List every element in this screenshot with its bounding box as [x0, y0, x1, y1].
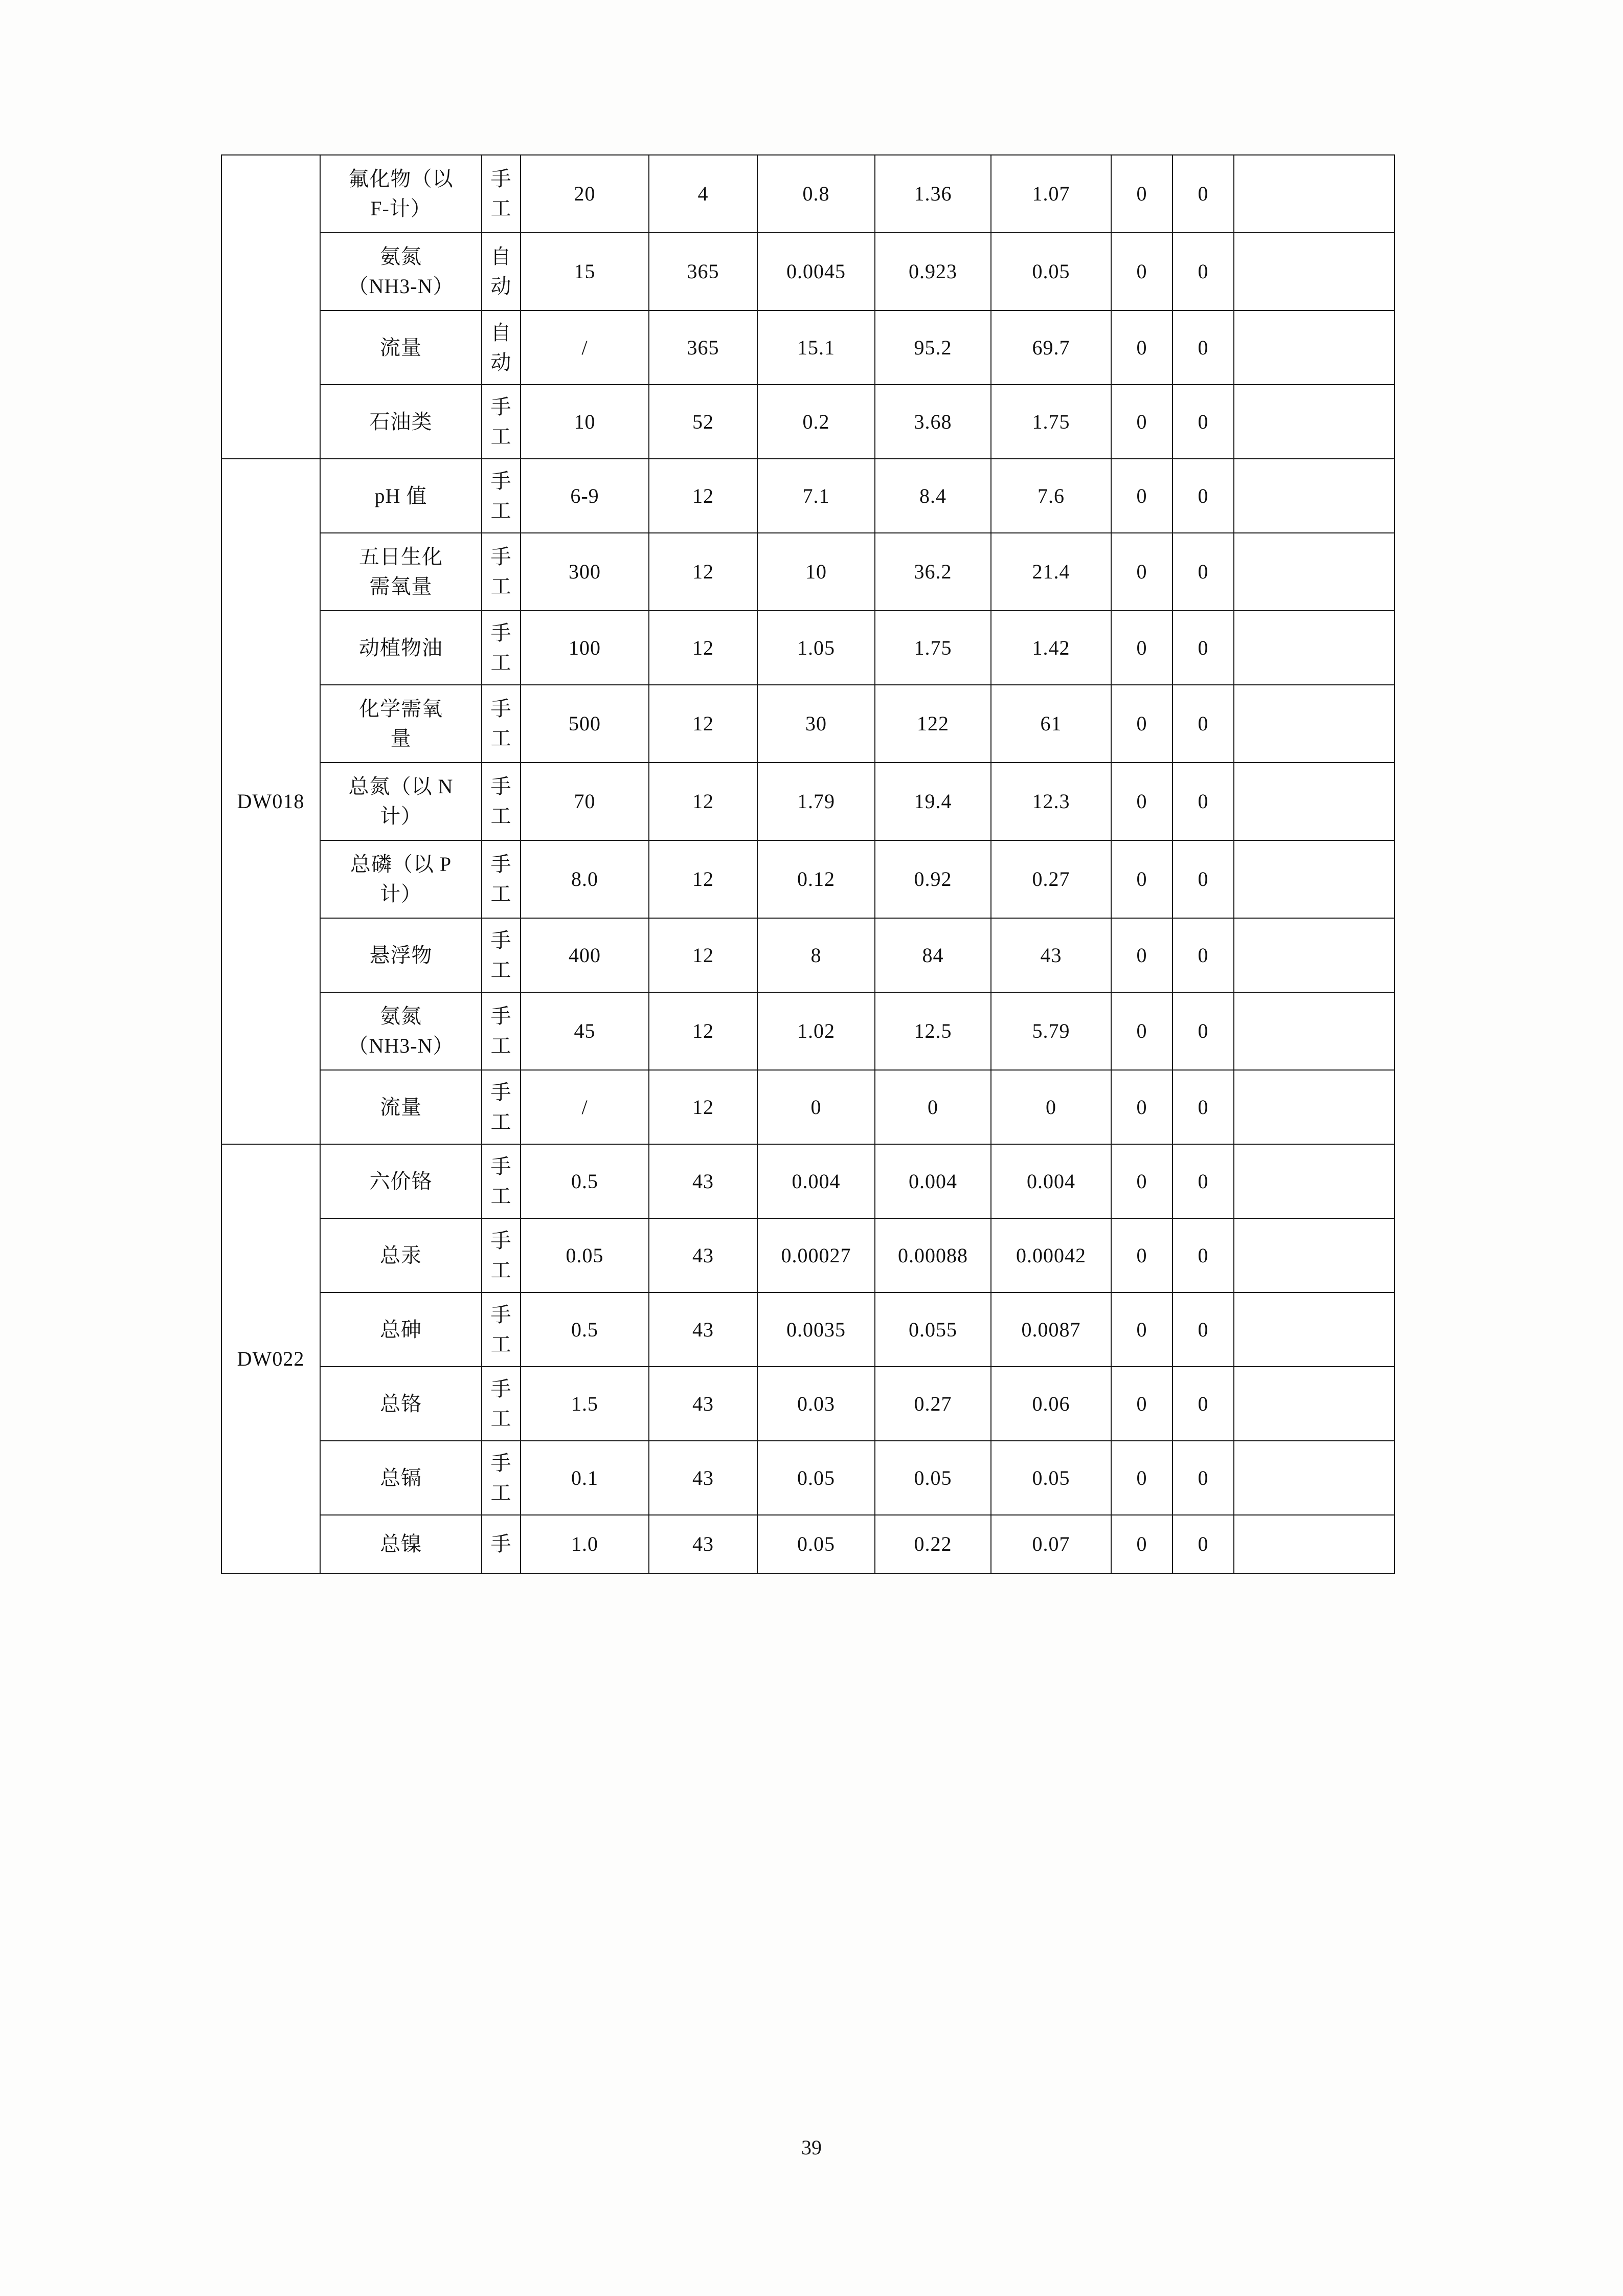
measurement-method-char: 工	[490, 882, 512, 905]
min-value-cell: 8	[757, 918, 875, 992]
measurement-method-char: 手	[490, 1303, 512, 1326]
monitoring-frequency-cell: 12	[649, 763, 757, 840]
max-value-cell: 8.4	[875, 459, 991, 533]
measurement-method-cell	[482, 840, 521, 918]
min-value-cell: 0.0045	[757, 233, 875, 310]
pollutant-name-cell	[320, 611, 482, 685]
exceedance-rate-cell: 0	[1173, 1441, 1234, 1515]
min-value-cell: 30	[757, 685, 875, 763]
min-value-cell: 0.8	[757, 155, 875, 233]
table-row	[221, 459, 1394, 533]
exceedance-rate-cell: 0	[1173, 611, 1234, 685]
measurement-method-char: 工	[490, 1110, 512, 1133]
exceedance-rate-cell: 0	[1173, 155, 1234, 233]
pollutant-name-line: 流量	[380, 336, 422, 359]
standard-limit-cell: 0.1	[521, 1441, 649, 1515]
measurement-method-cell	[482, 992, 521, 1070]
pollutant-name-cell	[320, 459, 482, 533]
measurement-method-cell	[482, 1144, 521, 1218]
monitoring-frequency-cell: 12	[649, 611, 757, 685]
standard-limit-cell: 8.0	[521, 840, 649, 918]
pollutant-name-cell	[320, 763, 482, 840]
exceedance-rate-cell: 0	[1173, 310, 1234, 385]
average-value-cell: 21.4	[991, 533, 1111, 611]
max-value-cell: 0.004	[875, 1144, 991, 1218]
table-row	[221, 992, 1394, 1070]
exceedance-count-cell: 0	[1111, 611, 1173, 685]
measurement-method-cell	[482, 310, 521, 385]
remarks-cell	[1234, 1070, 1394, 1144]
measurement-method-char: 工	[490, 958, 512, 982]
exceedance-count-cell: 0	[1111, 1441, 1173, 1515]
table-row	[221, 1367, 1394, 1441]
min-value-cell: 1.05	[757, 611, 875, 685]
pollutant-name-line: 氟化物（以	[348, 167, 454, 190]
remarks-cell	[1234, 1292, 1394, 1367]
standard-limit-cell: /	[521, 1070, 649, 1144]
standard-limit-cell: 100	[521, 611, 649, 685]
standard-limit-cell: 500	[521, 685, 649, 763]
exceedance-count-cell: 0	[1111, 459, 1173, 533]
max-value-cell: 1.36	[875, 155, 991, 233]
pollutant-name-line: 计）	[380, 805, 422, 828]
measurement-method-char: 动	[490, 350, 512, 374]
measurement-method-char: 工	[490, 425, 512, 448]
measurement-method-cell	[482, 1515, 521, 1573]
table-row	[221, 233, 1394, 310]
pollutant-name-line: 计）	[380, 882, 422, 905]
measurement-method-char: 动	[490, 275, 512, 298]
measurement-method-char: 手	[490, 1229, 512, 1252]
min-value-cell: 1.02	[757, 992, 875, 1070]
pollutant-name-line: 总磷（以 P	[350, 853, 452, 876]
standard-limit-cell: 300	[521, 533, 649, 611]
site-code-cell: DW022	[221, 1144, 320, 1573]
standard-limit-cell: 6-9	[521, 459, 649, 533]
measurement-method-char: 手	[490, 167, 512, 190]
average-value-cell: 1.07	[991, 155, 1111, 233]
table-row	[221, 918, 1394, 992]
min-value-cell: 0.00027	[757, 1218, 875, 1292]
table-row	[221, 1070, 1394, 1144]
exceedance-rate-cell: 0	[1173, 1218, 1234, 1292]
exceedance-count-cell: 0	[1111, 1218, 1173, 1292]
monitoring-frequency-cell: 12	[649, 1070, 757, 1144]
pollutant-name-cell	[320, 155, 482, 233]
remarks-cell	[1234, 310, 1394, 385]
measurement-method-char: 工	[490, 197, 512, 220]
remarks-cell	[1234, 685, 1394, 763]
pollutant-name-line: 悬浮物	[369, 943, 433, 967]
standard-limit-cell: 400	[521, 918, 649, 992]
max-value-cell: 36.2	[875, 533, 991, 611]
measurement-method-cell	[482, 685, 521, 763]
exceedance-rate-cell: 0	[1173, 840, 1234, 918]
monitoring-frequency-cell: 12	[649, 459, 757, 533]
monitoring-frequency-cell: 52	[649, 385, 757, 459]
measurement-method-char: 自	[490, 245, 512, 268]
measurement-method-char: 工	[490, 499, 512, 522]
monitoring-data-table	[221, 154, 1395, 1574]
max-value-cell: 0.055	[875, 1292, 991, 1367]
exceedance-rate-cell: 0	[1173, 1144, 1234, 1218]
remarks-cell	[1234, 840, 1394, 918]
table-row	[221, 1218, 1394, 1292]
measurement-method-char: 工	[490, 1332, 512, 1356]
exceedance-count-cell: 0	[1111, 1367, 1173, 1441]
exceedance-count-cell: 0	[1111, 1515, 1173, 1573]
average-value-cell: 1.75	[991, 385, 1111, 459]
pollutant-name-line: 需氧量	[369, 575, 433, 598]
average-value-cell: 0.004	[991, 1144, 1111, 1218]
exceedance-count-cell: 0	[1111, 918, 1173, 992]
pollutant-name-cell	[320, 1144, 482, 1218]
measurement-method-cell	[482, 459, 521, 533]
measurement-method-char: 手	[490, 697, 512, 720]
measurement-method-char: 自	[490, 321, 512, 344]
average-value-cell: 69.7	[991, 310, 1111, 385]
measurement-method-char: 工	[490, 1407, 512, 1430]
pollutant-name-cell	[320, 310, 482, 385]
measurement-method-cell	[482, 611, 521, 685]
table-row	[221, 155, 1394, 233]
site-code-cell	[221, 155, 320, 459]
exceedance-rate-cell: 0	[1173, 385, 1234, 459]
table-row	[221, 1441, 1394, 1515]
monitoring-frequency-cell: 43	[649, 1218, 757, 1292]
min-value-cell: 0.12	[757, 840, 875, 918]
table-row	[221, 1292, 1394, 1367]
remarks-cell	[1234, 155, 1394, 233]
pollutant-name-line: 石油类	[369, 410, 433, 433]
measurement-method-cell	[482, 1292, 521, 1367]
pollutant-name-line: （NH3-N）	[348, 275, 454, 298]
site-code-cell: DW018	[221, 459, 320, 1144]
pollutant-name-cell	[320, 840, 482, 918]
table-row	[221, 685, 1394, 763]
measurement-method-char: 工	[490, 1034, 512, 1057]
measurement-method-cell	[482, 155, 521, 233]
pollutant-name-line: （NH3-N）	[348, 1034, 454, 1057]
exceedance-count-cell: 0	[1111, 385, 1173, 459]
min-value-cell: 0	[757, 1070, 875, 1144]
measurement-method-cell	[482, 918, 521, 992]
pollutant-name-cell	[320, 1367, 482, 1441]
pollutant-name-cell	[320, 992, 482, 1070]
min-value-cell: 0.004	[757, 1144, 875, 1218]
standard-limit-cell: 0.05	[521, 1218, 649, 1292]
pollutant-name-line: 总氮（以 N	[348, 775, 454, 798]
exceedance-count-cell: 0	[1111, 1292, 1173, 1367]
standard-limit-cell: 20	[521, 155, 649, 233]
average-value-cell: 0.05	[991, 233, 1111, 310]
measurement-method-char: 手	[490, 775, 512, 798]
exceedance-count-cell: 0	[1111, 1144, 1173, 1218]
measurement-method-char: 工	[490, 1184, 512, 1208]
pollutant-name-cell	[320, 233, 482, 310]
measurement-method-char: 手	[490, 928, 512, 952]
average-value-cell: 0	[991, 1070, 1111, 1144]
measurement-method-char: 工	[490, 1481, 512, 1504]
pollutant-name-cell	[320, 918, 482, 992]
measurement-method-cell	[482, 1367, 521, 1441]
measurement-method-cell	[482, 1218, 521, 1292]
measurement-method-cell	[482, 763, 521, 840]
average-value-cell: 0.06	[991, 1367, 1111, 1441]
max-value-cell: 0	[875, 1070, 991, 1144]
measurement-method-cell	[482, 1441, 521, 1515]
average-value-cell: 0.05	[991, 1441, 1111, 1515]
average-value-cell: 43	[991, 918, 1111, 992]
measurement-method-char: 手	[490, 853, 512, 876]
remarks-cell	[1234, 533, 1394, 611]
remarks-cell	[1234, 1441, 1394, 1515]
max-value-cell: 122	[875, 685, 991, 763]
page-number: 39	[801, 2136, 822, 2159]
standard-limit-cell: 70	[521, 763, 649, 840]
average-value-cell: 5.79	[991, 992, 1111, 1070]
exceedance-count-cell: 0	[1111, 685, 1173, 763]
min-value-cell: 7.1	[757, 459, 875, 533]
exceedance-count-cell: 0	[1111, 992, 1173, 1070]
standard-limit-cell: 45	[521, 992, 649, 1070]
pollutant-name-line: pH 值	[374, 484, 427, 507]
exceedance-count-cell: 0	[1111, 1070, 1173, 1144]
exceedance-rate-cell: 0	[1173, 685, 1234, 763]
remarks-cell	[1234, 1367, 1394, 1441]
exceedance-count-cell: 0	[1111, 233, 1173, 310]
measurement-method-char: 手	[490, 469, 512, 493]
pollutant-name-line: 化学需氧	[359, 697, 443, 720]
exceedance-rate-cell: 0	[1173, 459, 1234, 533]
remarks-cell	[1234, 918, 1394, 992]
average-value-cell: 61	[991, 685, 1111, 763]
table-row	[221, 385, 1394, 459]
pollutant-name-cell	[320, 1441, 482, 1515]
max-value-cell: 95.2	[875, 310, 991, 385]
remarks-cell	[1234, 763, 1394, 840]
exceedance-rate-cell: 0	[1173, 1515, 1234, 1573]
measurement-method-char: 工	[490, 1258, 512, 1282]
exceedance-rate-cell: 0	[1173, 533, 1234, 611]
measurement-method-char: 工	[490, 727, 512, 750]
monitoring-frequency-cell: 43	[649, 1292, 757, 1367]
table-row	[221, 1515, 1394, 1573]
pollutant-name-line: 流量	[380, 1095, 422, 1119]
min-value-cell: 0.05	[757, 1515, 875, 1573]
pollutant-name-line: 总铬	[380, 1392, 422, 1415]
exceedance-count-cell: 0	[1111, 310, 1173, 385]
remarks-cell	[1234, 1144, 1394, 1218]
measurement-method-char: 手	[490, 1451, 512, 1475]
pollutant-name-cell	[320, 1515, 482, 1573]
pollutant-name-line: 总汞	[380, 1243, 422, 1267]
monitoring-frequency-cell: 12	[649, 840, 757, 918]
table-body	[221, 155, 1394, 1573]
average-value-cell: 0.27	[991, 840, 1111, 918]
measurement-method-char: 工	[490, 651, 512, 674]
remarks-cell	[1234, 233, 1394, 310]
exceedance-rate-cell: 0	[1173, 763, 1234, 840]
remarks-cell	[1234, 1515, 1394, 1573]
exceedance-rate-cell: 0	[1173, 992, 1234, 1070]
max-value-cell: 0.22	[875, 1515, 991, 1573]
standard-limit-cell: /	[521, 310, 649, 385]
pollutant-name-cell	[320, 1292, 482, 1367]
measurement-method-char: 手	[490, 1532, 512, 1555]
pollutant-name-cell	[320, 1070, 482, 1144]
pollutant-name-line: 五日生化	[359, 545, 443, 568]
pollutant-name-line: F-计）	[370, 197, 432, 220]
measurement-method-char: 手	[490, 1154, 512, 1178]
remarks-cell	[1234, 1218, 1394, 1292]
pollutant-name-cell	[320, 385, 482, 459]
exceedance-rate-cell: 0	[1173, 918, 1234, 992]
measurement-method-char: 手	[490, 621, 512, 644]
max-value-cell: 84	[875, 918, 991, 992]
standard-limit-cell: 0.5	[521, 1144, 649, 1218]
pollutant-name-line: 动植物油	[359, 636, 443, 659]
measurement-method-cell	[482, 385, 521, 459]
remarks-cell	[1234, 611, 1394, 685]
pollutant-name-line: 氨氮	[380, 1005, 422, 1028]
standard-limit-cell: 1.5	[521, 1367, 649, 1441]
monitoring-frequency-cell: 43	[649, 1441, 757, 1515]
average-value-cell: 0.00042	[991, 1218, 1111, 1292]
average-value-cell: 1.42	[991, 611, 1111, 685]
measurement-method-cell	[482, 233, 521, 310]
monitoring-frequency-cell: 365	[649, 310, 757, 385]
min-value-cell: 0.2	[757, 385, 875, 459]
monitoring-frequency-cell: 365	[649, 233, 757, 310]
monitoring-frequency-cell: 12	[649, 685, 757, 763]
monitoring-data-table-container	[221, 154, 1394, 1574]
pollutant-name-line: 氨氮	[380, 245, 422, 268]
average-value-cell: 12.3	[991, 763, 1111, 840]
pollutant-name-line: 总砷	[380, 1318, 422, 1341]
exceedance-count-cell: 0	[1111, 763, 1173, 840]
max-value-cell: 0.05	[875, 1441, 991, 1515]
monitoring-frequency-cell: 43	[649, 1515, 757, 1573]
table-row	[221, 763, 1394, 840]
average-value-cell: 0.07	[991, 1515, 1111, 1573]
monitoring-frequency-cell: 12	[649, 918, 757, 992]
max-value-cell: 0.00088	[875, 1218, 991, 1292]
exceedance-count-cell: 0	[1111, 155, 1173, 233]
measurement-method-char: 工	[490, 575, 512, 598]
pollutant-name-cell	[320, 685, 482, 763]
average-value-cell: 0.0087	[991, 1292, 1111, 1367]
table-row	[221, 310, 1394, 385]
table-row	[221, 1144, 1394, 1218]
min-value-cell: 1.79	[757, 763, 875, 840]
measurement-method-char: 手	[490, 1005, 512, 1028]
exceedance-count-cell: 0	[1111, 533, 1173, 611]
exceedance-rate-cell: 0	[1173, 1292, 1234, 1367]
remarks-cell	[1234, 459, 1394, 533]
pollutant-name-line: 量	[390, 727, 412, 750]
standard-limit-cell: 15	[521, 233, 649, 310]
exceedance-rate-cell: 0	[1173, 233, 1234, 310]
max-value-cell: 3.68	[875, 385, 991, 459]
min-value-cell: 0.05	[757, 1441, 875, 1515]
min-value-cell: 0.03	[757, 1367, 875, 1441]
monitoring-frequency-cell: 43	[649, 1144, 757, 1218]
table-row	[221, 533, 1394, 611]
max-value-cell: 19.4	[875, 763, 991, 840]
pollutant-name-cell	[320, 533, 482, 611]
monitoring-frequency-cell: 4	[649, 155, 757, 233]
measurement-method-cell	[482, 1070, 521, 1144]
standard-limit-cell: 10	[521, 385, 649, 459]
pollutant-name-line: 六价铬	[369, 1169, 433, 1193]
measurement-method-char: 手	[490, 1080, 512, 1104]
max-value-cell: 0.27	[875, 1367, 991, 1441]
measurement-method-char: 手	[490, 395, 512, 418]
standard-limit-cell: 1.0	[521, 1515, 649, 1573]
exceedance-rate-cell: 0	[1173, 1070, 1234, 1144]
max-value-cell: 12.5	[875, 992, 991, 1070]
measurement-method-cell	[482, 533, 521, 611]
max-value-cell: 1.75	[875, 611, 991, 685]
min-value-cell: 0.0035	[757, 1292, 875, 1367]
pollutant-name-line: 总镉	[380, 1466, 422, 1489]
table-row	[221, 840, 1394, 918]
measurement-method-char: 手	[490, 545, 512, 568]
measurement-method-char: 手	[490, 1377, 512, 1400]
monitoring-frequency-cell: 12	[649, 533, 757, 611]
exceedance-count-cell: 0	[1111, 840, 1173, 918]
monitoring-frequency-cell: 43	[649, 1367, 757, 1441]
average-value-cell: 7.6	[991, 459, 1111, 533]
max-value-cell: 0.923	[875, 233, 991, 310]
monitoring-frequency-cell: 12	[649, 992, 757, 1070]
pollutant-name-line: 总镍	[380, 1532, 422, 1555]
standard-limit-cell: 0.5	[521, 1292, 649, 1367]
exceedance-rate-cell: 0	[1173, 1367, 1234, 1441]
measurement-method-char: 工	[490, 805, 512, 828]
remarks-cell	[1234, 385, 1394, 459]
pollutant-name-cell	[320, 1218, 482, 1292]
table-row	[221, 611, 1394, 685]
min-value-cell: 10	[757, 533, 875, 611]
remarks-cell	[1234, 992, 1394, 1070]
min-value-cell: 15.1	[757, 310, 875, 385]
max-value-cell: 0.92	[875, 840, 991, 918]
